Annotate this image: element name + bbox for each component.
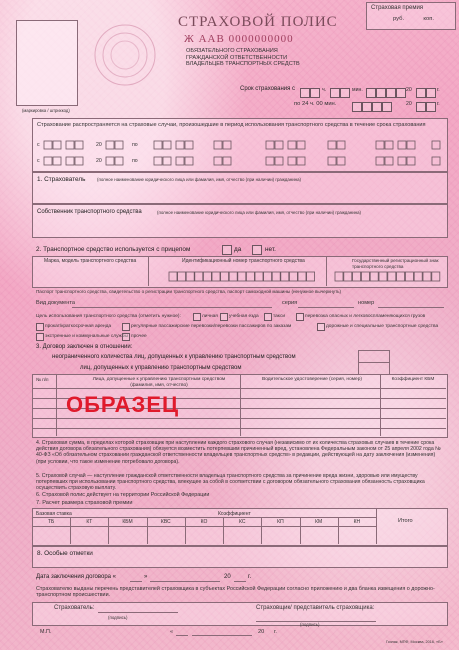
premium-label: Страховая премия	[371, 5, 424, 11]
plate-cell	[405, 272, 413, 281]
period-from-1: с	[37, 142, 40, 148]
contract-g: г.	[248, 574, 252, 580]
plate-cells[interactable]	[334, 271, 442, 283]
premium-units: руб. коп.	[393, 16, 434, 22]
plate-cell	[370, 272, 378, 281]
purpose-personal-checkbox[interactable]	[193, 313, 201, 321]
coef-header-line	[32, 526, 376, 527]
vin-cell	[272, 272, 280, 281]
special-notes-label: 8. Особые отметки	[37, 550, 93, 557]
coef-divider	[147, 517, 148, 544]
s3-unlimited: неограниченного количества лиц, допущенных к управлению транспортным средством	[52, 354, 296, 360]
doc-series-field[interactable]	[298, 307, 354, 308]
purpose-emergency-checkbox[interactable]	[36, 333, 44, 341]
barcode-area	[16, 20, 78, 106]
vin-cells[interactable]	[168, 271, 318, 283]
coef-label: Коэффициент	[218, 511, 251, 517]
coef-col-кбм: КБМ	[122, 519, 133, 525]
purpose-dangerous: перевозка опасных и легковоспламеняющихся грузов	[305, 314, 426, 319]
vin-cell	[289, 272, 297, 281]
insured-sign-label: Страхователь:	[54, 605, 95, 611]
insured-sign-field[interactable]	[98, 612, 178, 613]
plate-cell	[423, 272, 431, 281]
barcode-note: (маркировка / штрихкод)	[22, 108, 70, 113]
coef-divider	[338, 517, 339, 544]
plate-cell	[432, 272, 440, 281]
vin-cell	[221, 272, 229, 281]
vin-cell	[264, 272, 272, 281]
drivers-row-line-3	[32, 418, 446, 419]
period-year-2: 20	[96, 158, 102, 164]
insured-label: 1. Страхователь	[37, 176, 86, 183]
footer-date-prefix: «	[170, 629, 174, 635]
coef-divider	[300, 517, 301, 544]
vehicle-model-header: Марка, модель транспортного средства	[44, 258, 137, 264]
coef-col-квс: КВС	[160, 519, 171, 525]
period-from-2: с	[37, 158, 40, 164]
special-notes-box	[32, 546, 448, 568]
vehicle-divider-2	[326, 256, 327, 286]
period-to-2: по	[132, 158, 138, 164]
coef-divider	[70, 517, 71, 544]
vin-cell	[169, 272, 177, 281]
plate-cell	[388, 272, 396, 281]
purpose-special-checkbox[interactable]	[317, 323, 325, 331]
term-to-year-fields[interactable]	[416, 98, 436, 116]
s6-text: 6. Страховой полис действует на территории Российской Федерации	[36, 492, 210, 498]
footer-g: г.	[274, 629, 277, 635]
total-label: Итого	[398, 518, 413, 524]
term-label: Срок страхования с	[240, 86, 296, 92]
drivers-col-name: Лица, допущенные к управлению транспортным средством (фамилия, имя, отчество)	[92, 377, 226, 388]
printer-mark: Гознак, МПФ, Москва, 2016, «Б»	[386, 640, 443, 644]
premium-box	[366, 2, 456, 30]
vin-grid[interactable]	[168, 270, 318, 288]
vin-cell	[307, 272, 315, 281]
section-insured	[32, 172, 448, 204]
term-to-year: 20	[406, 101, 412, 107]
vehicle-divider-1	[148, 256, 149, 286]
drivers-col-div-1	[56, 374, 57, 436]
contract-date-label: Дата заключения договора «	[36, 574, 117, 580]
insurer-sign-hint: (подпись)	[300, 622, 320, 627]
term-to-label: по 24 ч. 00 мин.	[294, 101, 337, 107]
coef-divider	[223, 517, 224, 544]
term-minutes-fields[interactable]	[330, 84, 350, 102]
insured-sign-hint: (подпись)	[108, 615, 128, 620]
stamp-mp: М.П.	[40, 629, 52, 635]
owner-label: Собственник транспортного средства	[37, 209, 142, 215]
coef-divider	[261, 517, 262, 544]
insurer-description: ОБЯЗАТЕЛЬНОГО СТРАХОВАНИЯ ГРАЖДАНСКОЙ ОТВЕТСТВЕННОСТИ ВЛАДЕЛЬЦЕВ ТРАНСПОРТНЫХ СРЕДСТВ	[186, 48, 300, 68]
doc-number-field[interactable]	[378, 307, 444, 308]
doc-series-label: серия	[282, 300, 298, 306]
plate-cell	[335, 272, 343, 281]
purpose-personal: личная	[202, 314, 218, 319]
purpose-emergency: экстренные и коммунальные службы	[45, 334, 128, 339]
purpose-special: дорожные и специальные транспортные средства	[326, 324, 439, 329]
coef-col-кп: КП	[277, 519, 284, 525]
coef-col-км: КМ	[315, 519, 323, 525]
plate-cell	[414, 272, 422, 281]
vin-cell	[178, 272, 186, 281]
coef-col-тб: ТБ	[47, 519, 55, 525]
insured-hint: (полное наименование юридического лица или фамилия, имя, отчество (при наличии) гражданина)	[97, 177, 301, 182]
sample-stamp: ОБРАЗЕЦ	[66, 392, 180, 417]
purpose-taxi: такси	[273, 314, 286, 319]
emblem-icon	[90, 20, 160, 90]
vehicle-vin-header: Идентификационный номер транспортного средства	[182, 258, 305, 264]
base-rate-label: Базовая ставка	[36, 511, 72, 517]
coef-col-ко: КО	[200, 519, 208, 525]
purpose-training: учебная езда	[229, 314, 259, 319]
vin-cell	[186, 272, 194, 281]
vin-cell	[298, 272, 306, 281]
contract-year-field[interactable]	[234, 581, 246, 582]
purpose-label: Цель использования транспортного средства (отметить нужное):	[36, 314, 181, 319]
vin-cell	[229, 272, 237, 281]
vin-cell	[212, 272, 220, 281]
trailer-no-checkbox[interactable]	[252, 245, 262, 255]
drivers-col-license: Водительское удостоверение (серия, номер)	[262, 377, 362, 382]
drivers-row-line-4	[32, 428, 446, 429]
footer-year: 20	[258, 629, 265, 635]
contract-year: 20	[224, 574, 231, 580]
total-divider	[376, 508, 377, 544]
coef-col-кс: КС	[238, 519, 246, 525]
trailer-yes-checkbox[interactable]	[222, 245, 232, 255]
s4-text: 4. Страховая сумма, в пределах которой страховщик при наступлении каждого страхового случая (независимо от их количества страховых случаев в течение срока действия договора обязательного страхования) обязуется возместить потерпевшим причиненный вред, установлена Федеральным законом от 25 апреля 2002 года № 40-ФЗ «Об обязательном страховании гражданской ответственности владельцев транспортных средств» в редакции, действующей на дату заключения (изменения) (при условии, что такое изменение потребовало договора).	[36, 440, 441, 465]
contract-date-mid: »	[144, 574, 148, 580]
policy-title: СТРАХОВОЙ ПОЛИС	[178, 14, 338, 30]
vehicle-plate-header: Государственный регистрационный знак транспортного средства	[352, 258, 439, 269]
drivers-col-div-3	[380, 374, 381, 436]
s5-text: 5. Страховой случай — наступление гражданской ответственности владельца транспортного средства за причинение вреда жизни, здоровью или имуществу потерпевших при использовании транспортного средства, влекущее за собой в соответствии с договором обязательного страхования обязанность страховщика осуществить страховую выплату.	[36, 473, 425, 492]
s3-limited: лиц, допущенных к управлению транспортным средством	[80, 365, 242, 371]
term-to-date-fields[interactable]	[352, 98, 392, 116]
vin-cell	[195, 272, 203, 281]
drivers-col-div-2	[240, 374, 241, 436]
purpose-other-checkbox[interactable]	[122, 333, 130, 341]
purpose-rental-checkbox[interactable]	[36, 323, 44, 331]
period-year-1: 20	[96, 142, 102, 148]
coef-divider	[108, 517, 109, 544]
vin-cell	[246, 272, 254, 281]
doc-type-field[interactable]	[72, 307, 272, 308]
term-to-g: г.	[437, 101, 440, 107]
s3-label: 3. Договор заключен в отношении:	[36, 344, 133, 350]
period-text: Страхование распространяется на страховые случаи, произошедшие в период использования транспортного средства в течение срока страхования	[37, 122, 426, 128]
trailer-yes: да	[234, 246, 242, 253]
policy-serial: Ж ААВ 0000000000	[184, 33, 294, 45]
trailer-label: 2. Транспортное средство используется с прицепом	[36, 246, 191, 253]
plate-grid[interactable]	[334, 270, 442, 288]
plate-cell	[361, 272, 369, 281]
vin-cell	[203, 272, 211, 281]
coef-divider	[185, 517, 186, 544]
term-from-fields[interactable]	[300, 84, 320, 102]
plate-cell	[379, 272, 387, 281]
contract-day-field[interactable]	[130, 581, 142, 582]
footer-month-field[interactable]	[192, 635, 252, 636]
passport-text: Паспорт транспортного средства, свидетельство о регистрации транспортного средства, паспорт самоходной машины (ненужное вычеркнуть)	[36, 289, 342, 294]
purpose-other: прочее	[131, 334, 147, 339]
term-g: г.	[437, 87, 440, 93]
term-year: 20	[406, 87, 412, 93]
doc-number-label: номер	[358, 300, 375, 306]
contract-month-field[interactable]	[150, 581, 220, 582]
footer-note: Страхователю выданы перечень представителей страховщика в субъектах Российской Федерации согласно приложению и два бланка извещения о дорожно-транспортном происшествии.	[36, 586, 435, 599]
drivers-col-num: № п/п	[36, 377, 49, 382]
footer-day-field[interactable]	[176, 635, 188, 636]
purpose-dangerous-checkbox[interactable]	[296, 313, 304, 321]
coef-col-кт: КТ	[86, 519, 93, 525]
purpose-passenger: регулярные пассажирские перевозки/перевозки пассажиров по заказам	[131, 324, 292, 329]
vin-cell	[281, 272, 289, 281]
s7-label: 7. Расчет размера страховой премии	[36, 500, 133, 506]
purpose-rental: прокат/краткосрочная аренда	[45, 324, 112, 329]
plate-cell	[353, 272, 361, 281]
doc-type-label: Вид документа	[36, 300, 75, 306]
insurer-sign-label: Страховщик/ представитель страховщика:	[256, 605, 375, 611]
period-to-1: по	[132, 142, 138, 148]
purpose-taxi-checkbox[interactable]	[264, 313, 272, 321]
purpose-passenger-checkbox[interactable]	[122, 323, 130, 331]
coef-col-кн: КН	[353, 519, 361, 525]
trailer-no: нет.	[265, 246, 276, 253]
drivers-col-kbm: Коэффициент КБМ	[391, 377, 435, 382]
vin-cell	[255, 272, 263, 281]
section-owner	[32, 204, 448, 238]
purpose-training-checkbox[interactable]	[220, 313, 228, 321]
term-min-label: мин.	[352, 87, 363, 93]
owner-hint: (полное наименование юридического лица или фамилия, имя, отчество (при наличии) гражданина)	[157, 210, 361, 215]
plate-cell	[397, 272, 405, 281]
plate-cell	[344, 272, 352, 281]
vin-cell	[238, 272, 246, 281]
coef-top-line	[32, 517, 376, 518]
term-hours-label: ч.	[322, 87, 327, 93]
